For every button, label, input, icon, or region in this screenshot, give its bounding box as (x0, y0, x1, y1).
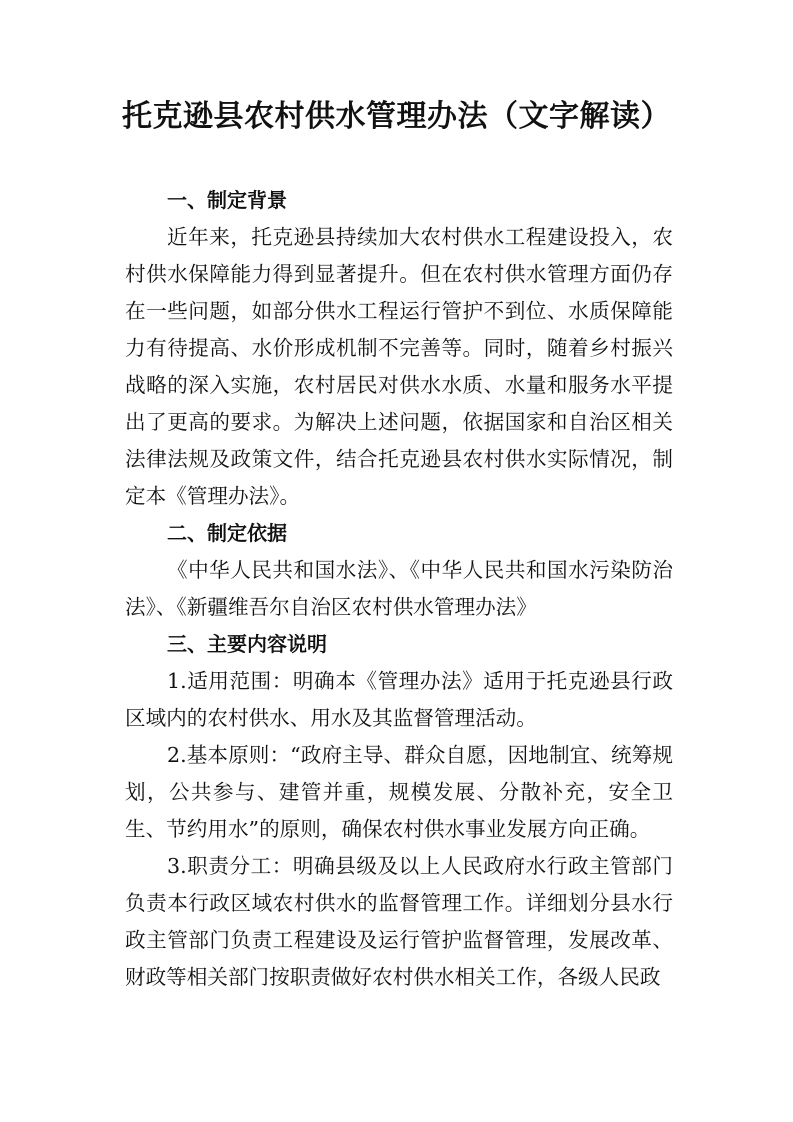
paragraph: 近年来，托克逊县持续加大农村供水工程建设投入，农村供水保障能力得到显著提升。但在农村供水管理方面仍存在一些问题，如部分供水工程运行管护不到位、水质保障能力有待提高、水价形成机制不完善等。同时，随着乡村振兴战略的深入实施，农村居民对供水水质、水量和服务水平提出了更高的要求。为解决上述问题，依据国家和自治区相关法律法规及政策文件，结合托克逊县农村供水实际情况，制定本《管理办法》。 (125, 225, 673, 508)
document-body (125, 182, 673, 996)
section-main-content (125, 626, 673, 996)
paragraph-principles: 2.基本原则：“政府主导、群众自愿，因地制宜、统筹规划，公共参与、建管并重，规模发展、分散补充，安全卫生、节约用水”的原则，确保农村供水事业发展方向正确。 (125, 743, 673, 841)
paragraph-responsibilities: 3.职责分工：明确县级及以上人民政府水行政主管部门负责本行政区域农村供水的监督管理工作。详细划分县水行政主管部门负责工程建设及运行管护监督管理，发展改革、财政等相关部门按职责做好农村供水相关工作，各级人民政 (125, 854, 673, 989)
paragraph-scope: 1.适用范围：明确本《管理办法》适用于托克逊县行政区域内的农村供水、用水及其监督管理活动。 (125, 669, 673, 730)
paragraph: 《中华人民共和国水法》、《中华人民共和国水污染防治法》、《新疆维吾尔自治区农村供水管理办法》 (125, 558, 673, 619)
section-heading: 一、制定背景 (167, 188, 287, 212)
document-title: 托克逊县农村供水管理办法（文字解读） (122, 99, 671, 134)
section-background (125, 182, 673, 515)
section-heading: 二、制定依据 (167, 521, 287, 545)
section-basis (125, 515, 673, 626)
section-heading: 三、主要内容说明 (167, 632, 327, 656)
